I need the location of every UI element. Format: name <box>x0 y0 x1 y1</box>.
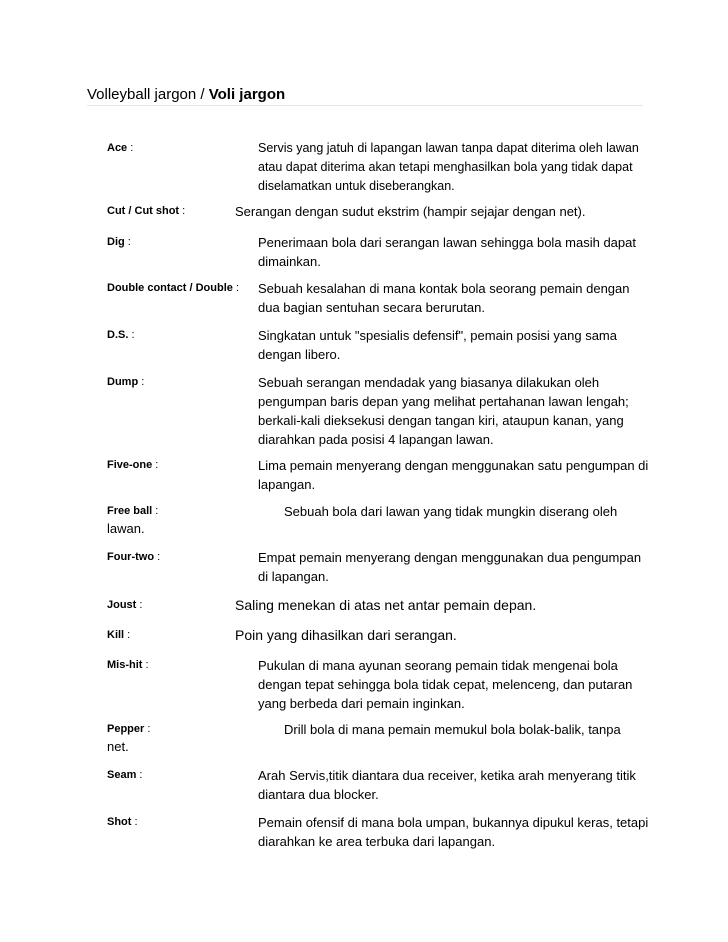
definition: Servis yang jatuh di lapangan lawan tanpa dapat diterima oleh lawan atau dapat diterima akan tetapi menghasilkan bola yang tidak dapat diselamatkan untuk diseberangkan. <box>258 141 639 193</box>
term: Dump : <box>107 376 145 388</box>
term: Free ball : <box>107 505 159 517</box>
term: D.S. : <box>107 329 135 341</box>
definition: Arah Servis,titik diantara dua receiver, ketika arah menyerang titik diantara dua blocker. <box>258 768 636 802</box>
definition: Sebuah kesalahan di mana kontak bola seorang pemain dengan dua bagian sentuhan secara berurutan. <box>258 281 630 315</box>
definition: Serangan dengan sudut ekstrim (hampir sejajar dengan net). <box>235 204 586 219</box>
definition: Singkatan untuk "spesialis defensif", pemain posisi yang sama dengan libero. <box>258 328 617 362</box>
definition: Sebuah serangan mendadak yang biasanya dilakukan oleh pengumpan baris depan yang melihat pertahanan lawan lengah; berkali-kali dieksekusi dengan tangan kiri, ataupun kanan, yang diarahkan pada posisi 4 lapangan lawan. <box>258 375 629 447</box>
definition: Poin yang dihasilkan dari serangan. <box>235 627 457 643</box>
definition: Pukulan di mana ayunan seorang pemain tidak mengenai bola dengan tepat sehingga bola tidak cepat, melenceng, dan putaran yang berbeda dari pemain inginkan. <box>258 658 633 711</box>
term: Five-one : <box>107 459 159 471</box>
definition-continuation: lawan. <box>107 521 145 536</box>
term: Joust : <box>107 599 143 611</box>
term: Double contact / Double : <box>107 282 240 294</box>
term: Ace : <box>107 142 134 154</box>
definition: Penerimaan bola dari serangan lawan sehingga bola masih dapat dimainkan. <box>258 235 636 269</box>
definition: Pemain ofensif di mana bola umpan, bukannya dipukul keras, tetapi diarahkan ke area terbuka dari lapangan. <box>258 815 649 849</box>
definition: Saling menekan di atas net antar pemain depan. <box>235 597 537 613</box>
definition: Drill bola di mana pemain memukul bola bolak-balik, tanpa <box>284 722 621 737</box>
term: Seam : <box>107 769 143 781</box>
term: Cut / Cut shot : <box>107 205 186 217</box>
definition-continuation: net. <box>107 739 129 754</box>
term: Four-two : <box>107 551 161 563</box>
term: Shot : <box>107 816 138 828</box>
term: Kill : <box>107 629 131 641</box>
page-title: Volleyball jargon / Voli jargon <box>87 86 286 103</box>
term: Mis-hit : <box>107 659 149 671</box>
definition: Sebuah bola dari lawan yang tidak mungkin diserang oleh <box>284 504 618 519</box>
term: Pepper : <box>107 723 151 735</box>
title-divider <box>87 105 643 106</box>
definition: Empat pemain menyerang dengan menggunakan dua pengumpan di lapangan. <box>258 550 642 584</box>
term: Dig : <box>107 236 131 248</box>
definition: Lima pemain menyerang dengan menggunakan satu pengumpan di lapangan. <box>258 458 649 492</box>
